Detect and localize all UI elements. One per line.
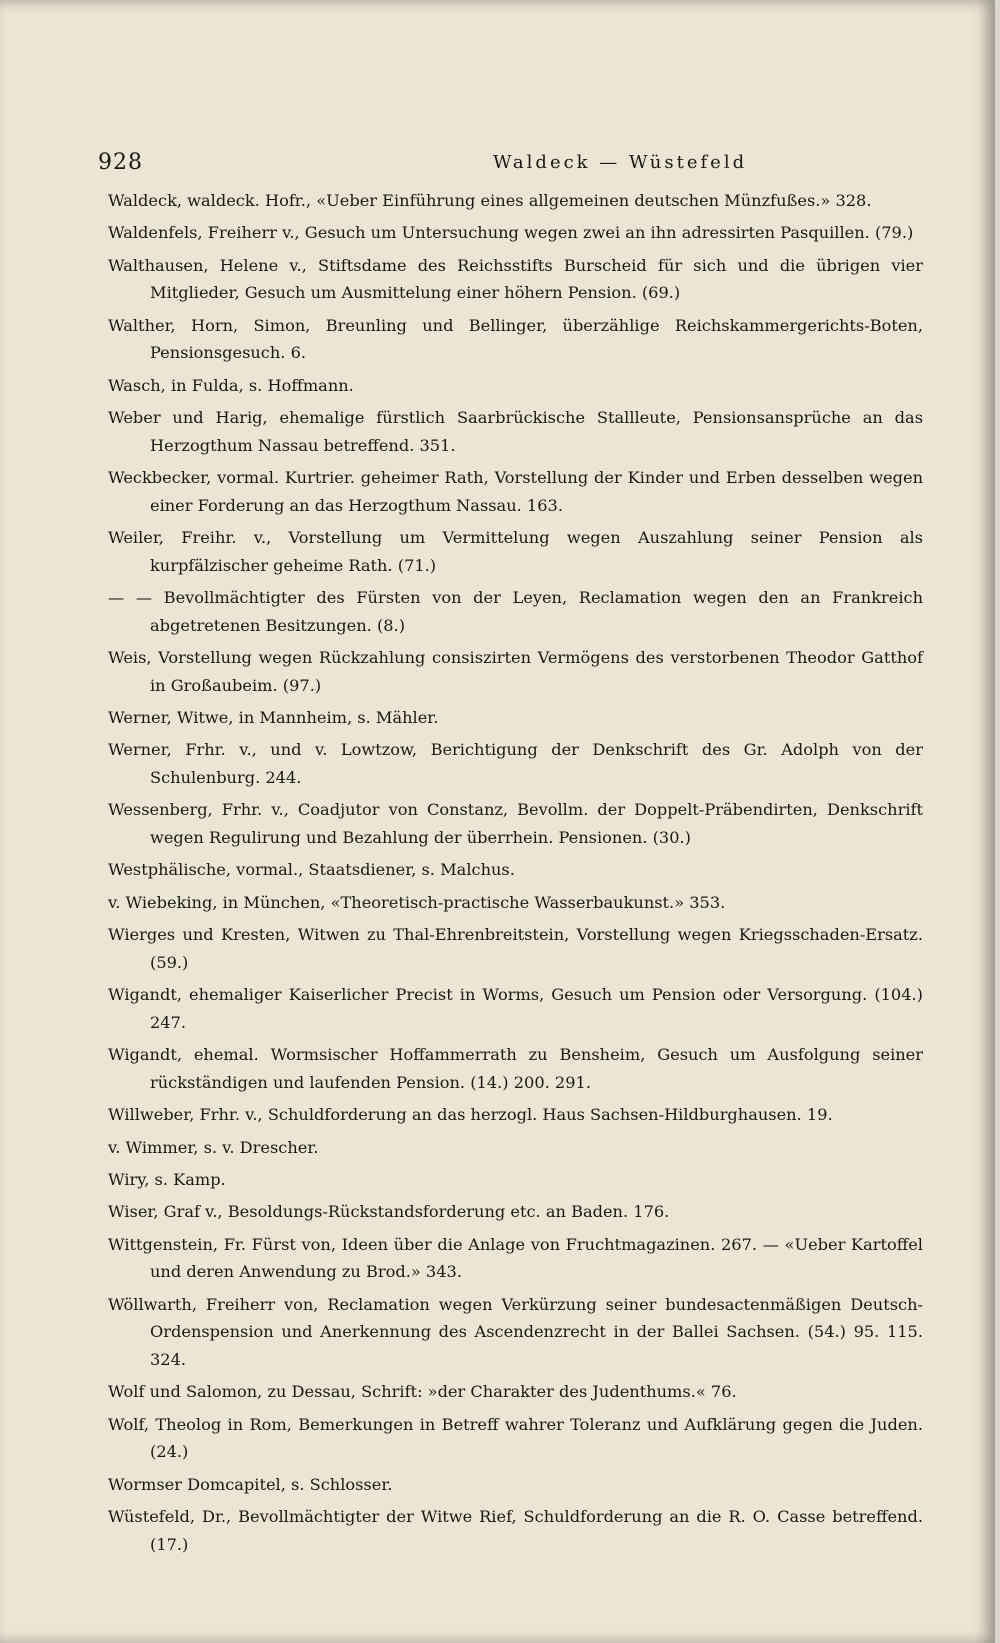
entry-text: Wierges und Kresten, Witwen zu Thal-Ehrenbreitstein, Vorstellung wegen Kriegsschaden-Ersatz. (59.)	[108, 925, 923, 972]
index-entry	[108, 464, 923, 519]
page-header	[98, 150, 943, 180]
index-entry	[108, 981, 923, 1036]
entry-text: Weckbecker, vormal. Kurtrier. geheimer Rath, Vorstellung der Kinder und Erben desselben wegen einer Forderung an das Herzogthum Nassau. 163.	[108, 468, 923, 515]
entry-text: Weber und Harig, ehemalige fürstlich Saarbrückische Stallleute, Pensionsansprüche an das Herzogthum Nassau betreffend. 351.	[108, 408, 923, 455]
index-entry	[108, 704, 923, 732]
entry-text: Wolf und Salomon, zu Dessau, Schrift: »der Charakter des Judenthums.« 76.	[108, 1382, 737, 1402]
entry-text: Wiser, Graf v., Besoldungs-Rückstandsforderung etc. an Baden. 176.	[108, 1202, 670, 1222]
index-entry	[108, 796, 923, 851]
index-entry	[108, 524, 923, 579]
index-entry	[108, 1166, 923, 1194]
index-entry	[108, 312, 923, 367]
index-entry	[108, 1471, 923, 1499]
index-entry	[108, 1198, 923, 1226]
index-entry	[108, 1101, 923, 1129]
index-entry	[108, 252, 923, 307]
index-entry	[108, 1041, 923, 1096]
entry-text: v. Wimmer, s. v. Drescher.	[108, 1137, 319, 1157]
index-entry	[108, 889, 923, 917]
index-entry	[108, 644, 923, 699]
entry-text: Walther, Horn, Simon, Breunling und Bellinger, überzählige Reichskammergerichts-Boten, Pensionsgesuch. 6.	[108, 315, 923, 363]
index-entry	[108, 1231, 923, 1286]
entry-text: Wasch, in Fulda, s. Hoffmann.	[108, 375, 354, 395]
entry-text: Weiler, Freihr. v., Vorstellung um Vermittelung wegen Auszahlung seiner Pension als kurpfälzischer geheime Rath. (71.)	[108, 528, 923, 575]
running-head: Waldeck — Wüstefeld	[493, 152, 748, 173]
entry-text: Wöllwarth, Freiherr von, Reclamation wegen Verkürzung seiner bundesactenmäßigen Deutsch-Ordenspension und Anerkennung des Ascendenzrecht in der Ballei Sachsen. (54.) 95. 115. 324.	[108, 1294, 923, 1369]
index-entry	[108, 1378, 923, 1406]
entry-text: Wessenberg, Frhr. v., Coadjutor von Constanz, Bevollm. der Doppelt-Präbendirten, Denkschrift wegen Regulirung und Bezahlung der überrhein. Pensionen. (30.)	[108, 800, 923, 848]
entry-text: Werner, Witwe, in Mannheim, s. Mähler.	[108, 708, 439, 728]
index-entry	[108, 372, 923, 400]
entry-text: Weis, Vorstellung wegen Rückzahlung consiszirten Vermögens des verstorbenen Theodor Gatthof in Großaubeim. (97.)	[108, 648, 923, 695]
entry-text: Walthausen, Helene v., Stiftsdame des Reichsstifts Burscheid für sich und die übrigen vier Mitglieder, Gesuch um Ausmittelung einer höhern Pension. (69.)	[108, 255, 923, 303]
entry-text: Wigandt, ehemaliger Kaiserlicher Precist in Worms, Gesuch um Pension oder Versorgung. (104.) 247.	[108, 985, 923, 1032]
index-entry	[108, 736, 923, 791]
entry-text: — — Bevollmächtigter des Fürsten von der Leyen, Reclamation wegen den an Frankreich abgetretenen Besitzungen. (8.)	[108, 588, 923, 635]
index-entries	[108, 187, 923, 1563]
index-entry	[108, 921, 923, 976]
entry-text: Waldeck, waldeck. Hofr., «Ueber Einführung eines allgemeinen deutschen Münzfußes.» 328.	[108, 191, 872, 210]
entry-text: Wittgenstein, Fr. Fürst von, Ideen über die Anlage von Fruchtmagazinen. 267. — «Ueber Kartoffel und deren Anwendung zu Brod.» 343.	[108, 1234, 923, 1282]
index-entry	[108, 1411, 923, 1466]
scan-edge	[995, 0, 1000, 1643]
entry-text: Willweber, Frhr. v., Schuldforderung an das herzogl. Haus Sachsen-Hildburghausen. 19.	[108, 1105, 833, 1125]
index-entry	[108, 1503, 923, 1558]
entry-text: Wüstefeld, Dr., Bevollmächtigter der Witwe Rief, Schuldforderung an die R. O. Casse betreffend. (17.)	[108, 1507, 923, 1554]
entry-text: Wiry, s. Kamp.	[108, 1169, 226, 1189]
entry-text: Werner, Frhr. v., und v. Lowtzow, Berichtigung der Denkschrift des Gr. Adolph von der Schulenburg. 244.	[108, 740, 923, 788]
entry-text: Wigandt, ehemal. Wormsischer Hoffammerrath zu Bensheim, Gesuch um Ausfolgung seiner rückständigen und laufenden Pension. (14.) 200. 291.	[108, 1045, 923, 1092]
index-entry	[108, 187, 923, 215]
entry-text: Wolf, Theolog in Rom, Bemerkungen in Betreff wahrer Toleranz und Aufklärung gegen die Juden. (24.)	[108, 1414, 923, 1462]
entry-text: Wormser Domcapitel, s. Schlosser.	[108, 1474, 393, 1494]
index-entry	[108, 1134, 923, 1162]
index-entry	[108, 856, 923, 884]
entry-text: Waldenfels, Freiherr v., Gesuch um Untersuchung wegen zwei an ihn adressirten Pasquillen. (79.)	[108, 223, 914, 243]
index-entry	[108, 219, 923, 247]
entry-text: v. Wiebeking, in München, «Theoretisch-practische Wasserbaukunst.» 353.	[108, 892, 726, 912]
index-entry	[108, 584, 923, 639]
page-number: 928	[98, 150, 143, 175]
index-entry	[108, 404, 923, 459]
entry-text: Westphälische, vormal., Staatsdiener, s. Malchus.	[108, 860, 515, 880]
index-entry	[108, 1291, 923, 1374]
